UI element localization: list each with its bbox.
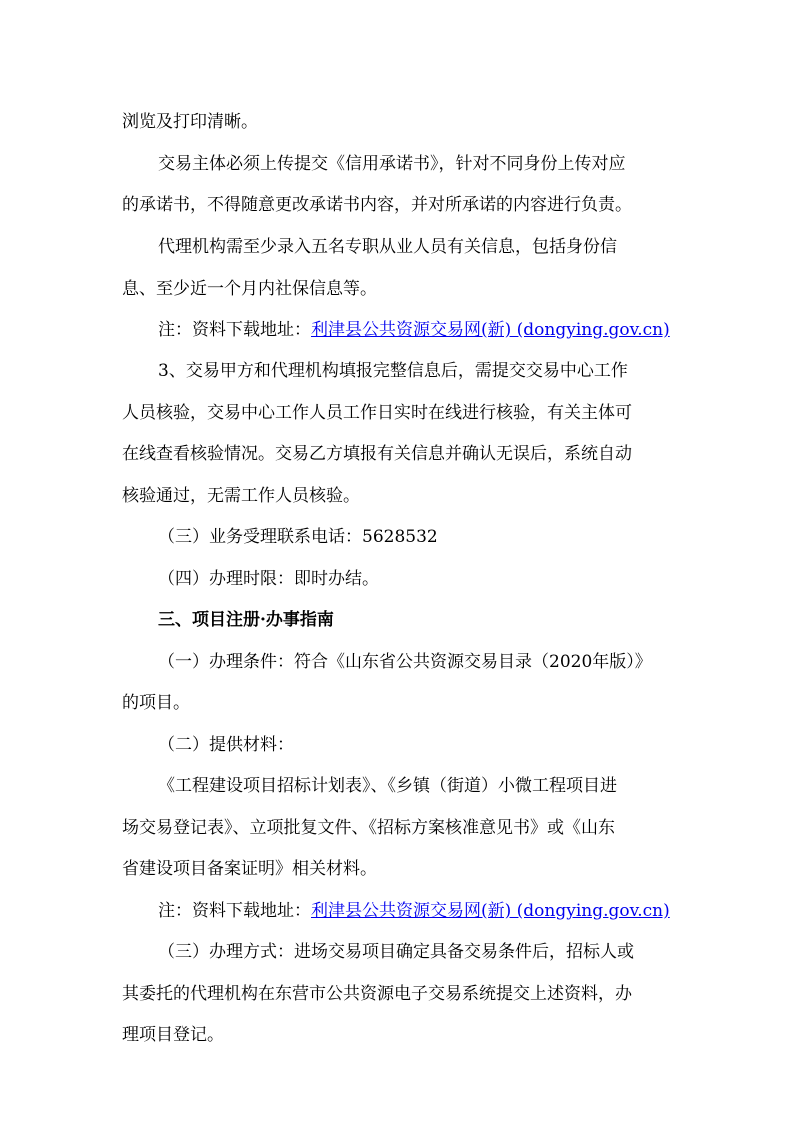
- text-line: （四）办理时限：即时办结。: [158, 569, 379, 589]
- text-line: 场交易登记表》、立项批复文件、《招标方案核准意见书》或《山东: [122, 818, 615, 838]
- text-line: 交易主体必须上传提交《信用承诺书》，针对不同身份上传对应: [158, 154, 626, 174]
- text-line: 息、至少近一个月内社保信息等。: [122, 279, 377, 299]
- text-line: 3、交易甲方和代理机构填报完整信息后，需提交交易中心工作: [158, 361, 628, 381]
- text-line: （三）业务受理联系电话：5628532: [158, 527, 438, 547]
- download-link[interactable]: 利津县公共资源交易网(新) (dongying.gov.cn): [311, 901, 670, 921]
- text-line: 人员核验，交易中心工作人员工作日实时在线进行核验，有关主体可: [122, 403, 632, 423]
- text-line: 其委托的代理机构在东营市公共资源电子交易系统提交上述资料，办: [122, 984, 632, 1004]
- download-note: [158, 897, 670, 925]
- download-link[interactable]: 利津县公共资源交易网(新) (dongying.gov.cn): [311, 320, 670, 340]
- text-line: 理项目登记。: [122, 1025, 224, 1045]
- note-prefix: 注：资料下载地址：: [158, 320, 311, 340]
- note-prefix: 注：资料下载地址：: [158, 901, 311, 921]
- text-line: （三）办理方式：进场交易项目确定具备交易条件后，招标人或: [158, 942, 634, 962]
- text-line: 浏览及打印清晰。: [122, 112, 258, 132]
- text-line: 在线查看核验情况。交易乙方填报有关信息并确认无误后，系统自动: [122, 444, 632, 464]
- text-line: 《工程建设项目招标计划表》、《乡镇（街道）小微工程项目进: [158, 776, 617, 796]
- text-line: 核验通过，无需工作人员核验。: [122, 486, 360, 506]
- text-line: 的承诺书，不得随意更改承诺书内容，并对所承诺的内容进行负责。: [122, 195, 632, 215]
- download-note: [158, 316, 670, 344]
- text-line: 省建设项目备案证明》相关材料。: [122, 859, 377, 879]
- text-line: （一）办理条件：符合《山东省公共资源交易目录（2020年版）》: [158, 652, 652, 672]
- section-heading: 三、项目注册·办事指南: [158, 610, 334, 630]
- text-line: 代理机构需至少录入五名专职从业人员有关信息，包括身份信: [158, 237, 617, 257]
- text-line: 的项目。: [122, 693, 190, 713]
- text-line: （二）提供材料：: [158, 735, 294, 755]
